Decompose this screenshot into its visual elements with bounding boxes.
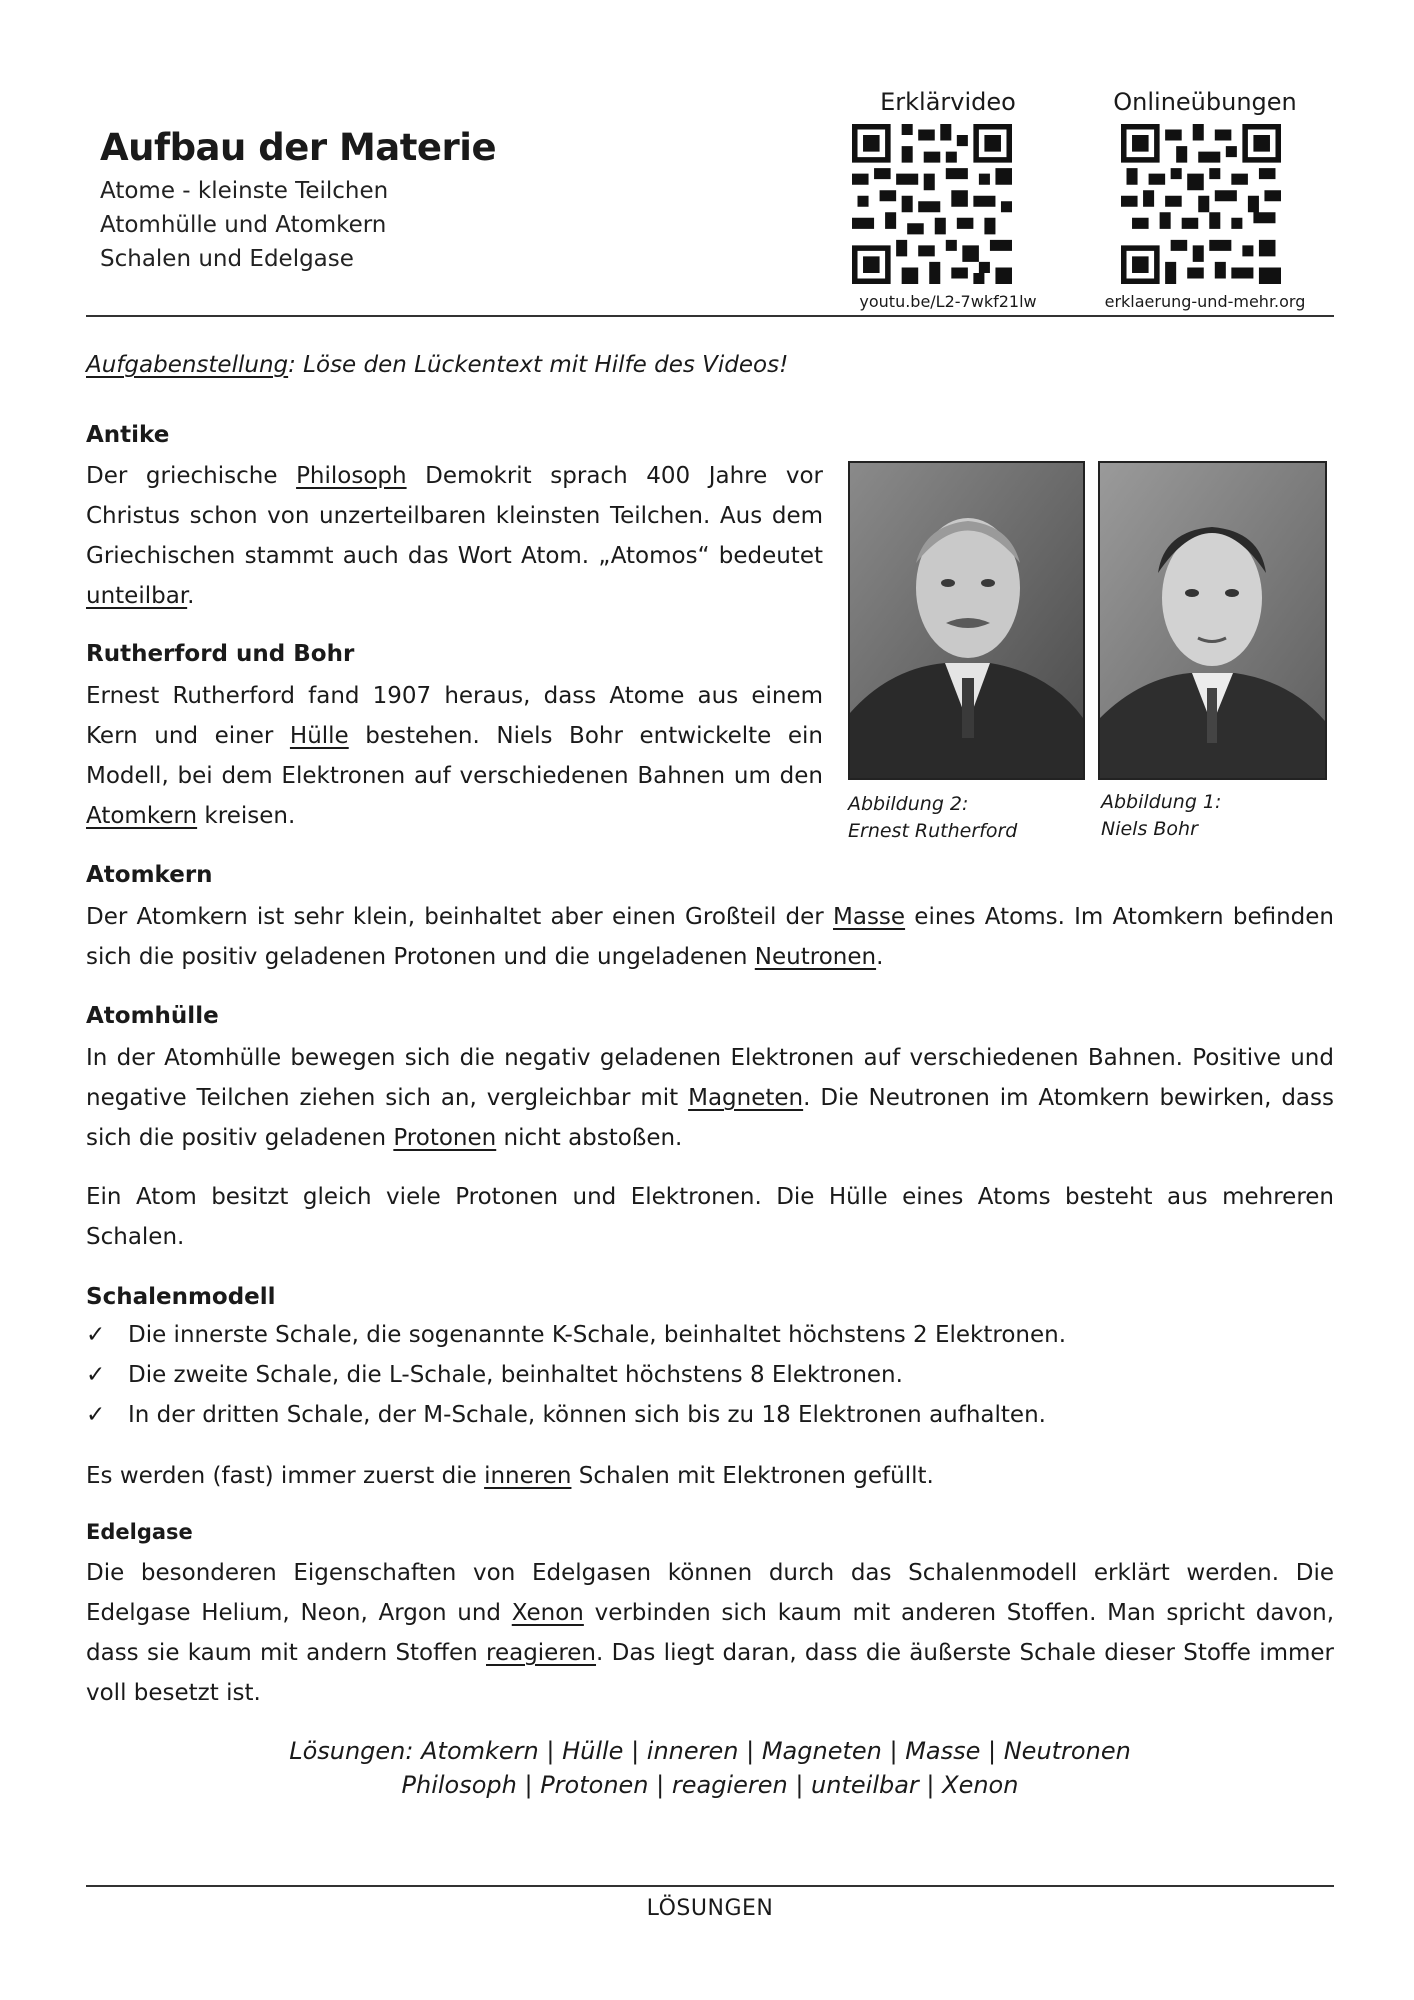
gap-answer: Magneten bbox=[688, 1085, 804, 1111]
page-title: Aufbau der Materie bbox=[100, 126, 497, 169]
text-segment: verbinden sich kaum mit anderen Stoffen. Man spricht davon, dass sie kaum mit andern Stoffen bbox=[86, 1600, 1335, 1666]
gap-answer: unteilbar bbox=[86, 583, 188, 609]
text-segment: In der Atomhülle bewegen sich die negativ geladenen Elektronen auf verschiedenen Bahnen. Positive und negative Teilchen ziehen sich an, vergleichbar mit bbox=[86, 1045, 1334, 1111]
task-text: : Löse den Lückentext mit Hilfe des Videos! bbox=[288, 352, 789, 378]
text-segment: Der griechische bbox=[86, 463, 297, 489]
heading-rutherford-bohr: Rutherford und Bohr bbox=[86, 641, 355, 667]
solutions-line-2: Philosoph | Protonen | reagieren | unteilbar | Xenon bbox=[401, 1771, 1019, 1799]
text-segment: . Die Neutronen im Atomkern bewirken, dass sich die positiv geladenen bbox=[86, 1085, 1334, 1151]
footer-divider bbox=[86, 1885, 1334, 1887]
text-segment: Der Atomkern ist sehr klein, beinhaltet aber einen Großteil der bbox=[86, 904, 833, 930]
header-divider bbox=[86, 315, 1334, 317]
checklist-item bbox=[86, 1322, 1066, 1348]
caption-line: Niels Bohr bbox=[1101, 818, 1198, 840]
checkmark-icon: ✓ bbox=[86, 1402, 106, 1428]
qr-video-url[interactable]: youtu.be/L2-7wkf21lw bbox=[859, 292, 1037, 311]
gap-answer: Philosoph bbox=[296, 463, 407, 489]
gap-answer: Atomkern bbox=[86, 803, 198, 829]
checkmark-icon: ✓ bbox=[86, 1362, 106, 1388]
subtitle-3: Schalen und Edelgase bbox=[100, 246, 354, 272]
paragraph-rutherford-bohr bbox=[86, 676, 823, 836]
text-segment: . bbox=[876, 944, 884, 970]
qr-exercises-url[interactable]: erklaerung-und-mehr.org bbox=[1104, 292, 1306, 311]
subtitle-1: Atome - kleinste Teilchen bbox=[100, 178, 389, 204]
checklist-text: In der dritten Schale, der M-Schale, können sich bis zu 18 Elektronen aufhalten. bbox=[128, 1402, 1046, 1428]
paragraph-atomhuelle bbox=[86, 1038, 1334, 1158]
solutions-box bbox=[86, 1734, 1334, 1802]
checklist-text: Die zweite Schale, die L-Schale, beinhaltet höchstens 8 Elektronen. bbox=[128, 1362, 903, 1388]
gap-answer: Protonen bbox=[393, 1125, 497, 1151]
photo-ernest-rutherford bbox=[848, 461, 1085, 780]
text-segment: Schalen mit Elektronen gefüllt. bbox=[571, 1463, 934, 1489]
checklist-text: Die innerste Schale, die sogenannte K-Schale, beinhaltet höchstens 2 Elektronen. bbox=[128, 1322, 1067, 1348]
paragraph-antike bbox=[86, 456, 823, 616]
photo-niels-bohr bbox=[1098, 461, 1327, 780]
task-instruction bbox=[86, 352, 788, 378]
text-segment: Es werden (fast) immer zuerst die bbox=[86, 1463, 485, 1489]
heading-schalenmodell: Schalenmodell bbox=[86, 1284, 276, 1310]
heading-atomkern: Atomkern bbox=[86, 862, 213, 888]
footer-label: LÖSUNGEN bbox=[646, 1896, 774, 1921]
text-segment: bestehen. Niels Bohr entwickelte ein Modell, bei dem Elektronen auf verschiedenen Bahnen um den bbox=[86, 723, 823, 789]
text-segment: kreisen. bbox=[197, 803, 296, 829]
subtitle-2: Atomhülle und Atomkern bbox=[100, 212, 387, 238]
gap-answer: inneren bbox=[484, 1463, 572, 1489]
caption-line: Abbildung 1: bbox=[1101, 791, 1222, 813]
heading-atomhuelle: Atomhülle bbox=[86, 1003, 219, 1029]
checklist-item bbox=[86, 1362, 903, 1388]
caption-line: Abbildung 2: bbox=[848, 793, 969, 815]
qr-exercises-label: Onlineübungen bbox=[1113, 88, 1297, 116]
gap-answer: Masse bbox=[833, 904, 906, 930]
text-segment: Demokrit sprach 400 Jahre vor Christus schon von unzerteilbaren kleinsten Teilchen. Aus dem Griechischen stammt auch das Wort Atom. „Atomos“ bedeutet bbox=[86, 463, 823, 569]
text-segment: . bbox=[187, 583, 195, 609]
text-segment: Die besonderen Eigenschaften von Edelgasen können durch das Schalenmodell erklärt werden. Die Edelgase Helium, Neon, Argon und bbox=[86, 1560, 1334, 1626]
paragraph-atomkern bbox=[86, 897, 1334, 977]
qr-code-video-icon[interactable] bbox=[852, 124, 1012, 284]
heading-antike: Antike bbox=[86, 422, 170, 448]
gap-answer: Hülle bbox=[289, 723, 349, 749]
qr-video-label: Erklärvideo bbox=[880, 88, 1016, 116]
gap-answer: reagieren bbox=[486, 1640, 597, 1666]
heading-edelgase: Edelgase bbox=[86, 1520, 193, 1544]
caption-rutherford bbox=[848, 791, 1017, 845]
paragraph-edelgase bbox=[86, 1553, 1334, 1713]
caption-line: Ernest Rutherford bbox=[848, 820, 1018, 842]
gap-answer: Xenon bbox=[511, 1600, 584, 1626]
checkmark-icon: ✓ bbox=[86, 1322, 106, 1348]
text-segment: . Das liegt daran, dass die äußerste Schale dieser Stoffe immer voll besetzt ist. bbox=[86, 1640, 1334, 1706]
caption-bohr bbox=[1101, 789, 1221, 843]
checklist-item bbox=[86, 1402, 1046, 1428]
task-prefix: Aufgabenstellung bbox=[86, 352, 289, 378]
paragraph-atom-charge: Ein Atom besitzt gleich viele Protonen und Elektronen. Die Hülle eines Atoms besteht aus mehreren Schalen. bbox=[86, 1184, 1334, 1250]
text-segment: nicht abstoßen. bbox=[496, 1125, 683, 1151]
text-segment: Ernest Rutherford fand 1907 heraus, dass Atome aus einem Kern und einer bbox=[86, 683, 823, 749]
paragraph-schalen-fill bbox=[86, 1456, 1334, 1496]
qr-code-exercises-icon[interactable] bbox=[1121, 124, 1281, 284]
text-segment: eines Atoms. Im Atomkern befinden sich die positiv geladenen Protonen und die ungeladenen bbox=[86, 904, 1335, 970]
solutions-line-1: Lösungen: Atomkern | Hülle | inneren | Magneten | Masse | Neutronen bbox=[289, 1737, 1131, 1765]
gap-answer: Neutronen bbox=[754, 944, 877, 970]
